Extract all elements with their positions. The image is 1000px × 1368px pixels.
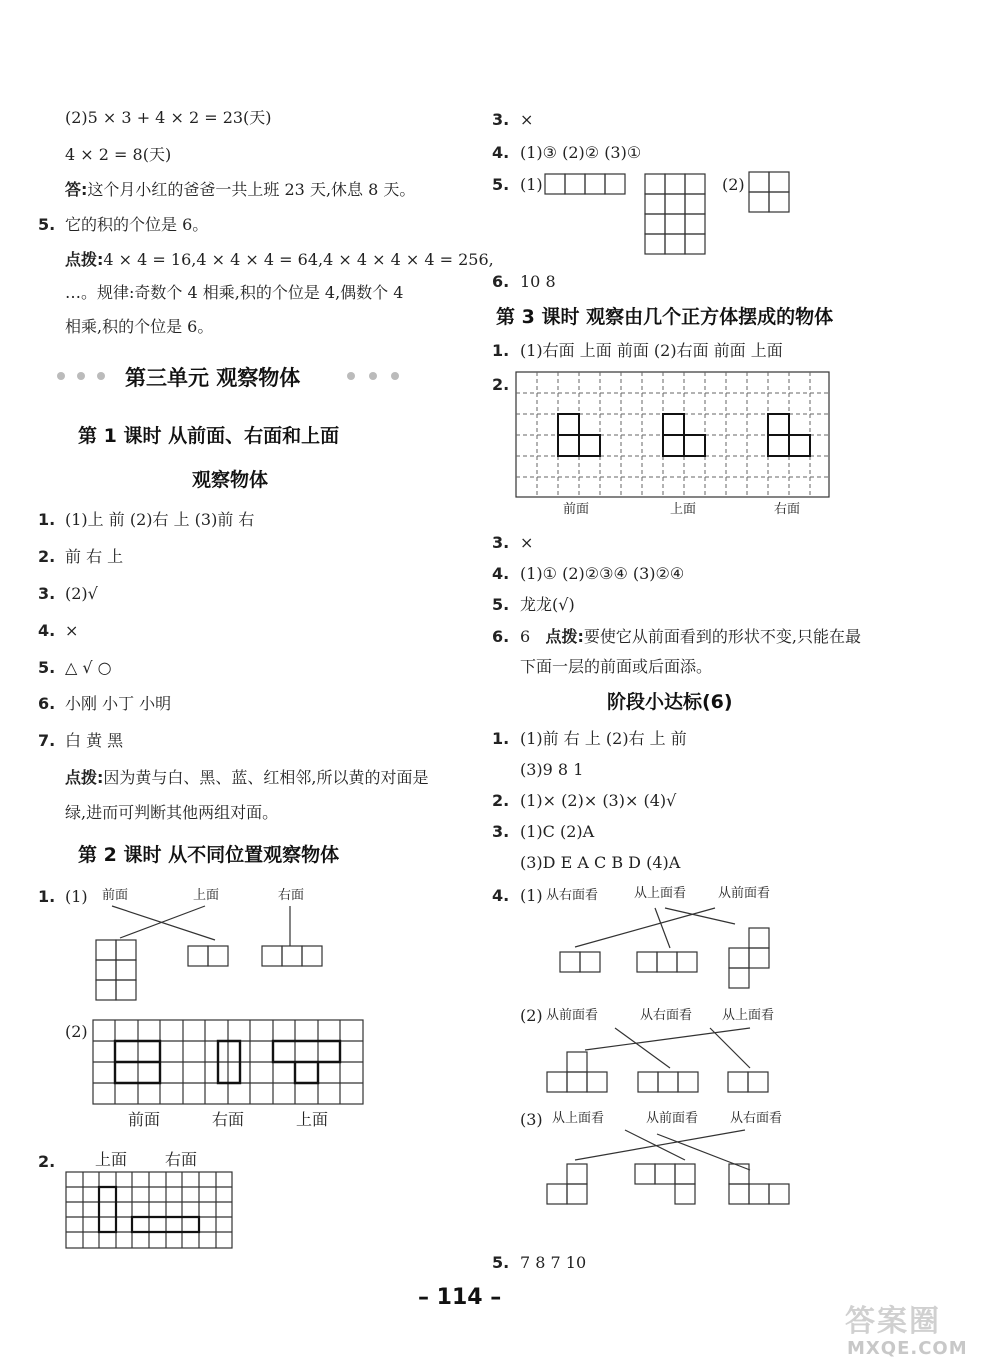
d1-number: 1. <box>492 729 510 748</box>
d2-answer: (1)× (2)× (3)× (4)√ <box>520 791 677 810</box>
b1-label-top: 上面 <box>193 888 220 903</box>
d2-number: 2. <box>492 791 510 810</box>
watermark-logo-text: 答案圈 <box>845 1304 941 1339</box>
a6-number: 6. <box>38 694 56 713</box>
c5-answer: 龙龙(√) <box>520 595 575 614</box>
b2-label-top: 上面 <box>95 1150 128 1169</box>
b1-grid-label-right: 右面 <box>212 1110 245 1129</box>
c3-answer: × <box>520 533 534 552</box>
calc-line-1: (2)5 × 3 + 4 × 2 = 23(天) <box>65 108 272 127</box>
b1-matching-figures <box>90 900 330 1004</box>
r6-number: 6. <box>492 272 510 291</box>
r5-row-of-squares <box>545 172 635 198</box>
r5-grid-2x2 <box>749 170 795 216</box>
r6-answer: 10 8 <box>520 272 556 291</box>
d4-1-part: (1) <box>520 886 543 905</box>
c2-dotted-grid <box>516 372 832 500</box>
tip-text-1: 4 × 4 = 16,4 × 4 × 4 = 64,4 × 4 × 4 × 4 = 256, <box>103 250 494 269</box>
lesson-2-title: 第 2 课时 从不同位置观察物体 <box>78 844 340 866</box>
d4-number: 4. <box>492 886 510 905</box>
a5-number: 5. <box>38 658 56 677</box>
tip-line-3: 相乘,积的个位是 6。 <box>65 317 214 336</box>
a7-tip-text-1: 因为黄与白、黑、蓝、红相邻,所以黄的对面是 <box>103 768 429 787</box>
b1-part-2: (2) <box>65 1022 88 1041</box>
c6-line-1 <box>520 627 861 647</box>
lesson-1-subtitle: 观察物体 <box>192 469 269 491</box>
d4-1-label-a: 从右面看 <box>546 888 599 903</box>
b2-number: 2. <box>38 1152 56 1171</box>
a3-number: 3. <box>38 584 56 603</box>
r3-number: 3. <box>492 110 510 129</box>
d4-3-figures <box>545 1126 795 1210</box>
watermark-logo-url: MXQE.COM <box>847 1338 968 1359</box>
d4-3-label-b: 从前面看 <box>646 1111 699 1126</box>
d1-answer-a: (1)前 右 上 (2)右 上 前 <box>520 729 687 748</box>
d4-3-label-a: 从上面看 <box>552 1111 605 1126</box>
a7-tip-line-2: 绿,进而可判断其他两组对面。 <box>65 803 279 822</box>
a2-answer: 前 右 上 <box>65 547 124 566</box>
c2-label-front: 前面 <box>563 502 590 517</box>
q5-number: 5. <box>38 215 56 234</box>
a1-answer: (1)上 前 (2)右 上 (3)前 右 <box>65 510 255 529</box>
c6-tip-label: 点拨: <box>545 627 584 646</box>
r3-answer: × <box>520 110 534 129</box>
d4-2-label-b: 从右面看 <box>640 1008 693 1023</box>
answer-line <box>65 180 415 200</box>
a7-answer: 白 黄 黑 <box>65 731 124 750</box>
a7-tip-line-1 <box>65 768 429 788</box>
b1-grid-label-front: 前面 <box>128 1110 161 1129</box>
d4-1-label-c: 从前面看 <box>718 886 771 901</box>
tip-line-1 <box>65 250 494 270</box>
d4-2-figures <box>545 1024 775 1096</box>
lesson-1-title: 第 1 课时 从前面、右面和上面 <box>78 425 340 447</box>
d3-answer-a: (1)C (2)A <box>520 822 595 841</box>
q5-answer: 它的积的个位是 6。 <box>65 215 209 234</box>
r4-answer: (1)③ (2)② (3)① <box>520 143 642 162</box>
r5-part-2: (2) <box>722 175 745 194</box>
b1-part-1: (1) <box>65 887 88 906</box>
c6-tip-line-2: 下面一层的前面或后面添。 <box>520 657 713 676</box>
a5-answer: △ √ ○ <box>65 658 112 677</box>
d3-number: 3. <box>492 822 510 841</box>
a6-answer: 小刚 小丁 小明 <box>65 694 172 713</box>
d3-answer-b: (3)D E A C B D (4)A <box>520 853 681 872</box>
c5-number: 5. <box>492 595 510 614</box>
d4-1-label-b: 从上面看 <box>634 886 687 901</box>
c6-value: 6 <box>520 627 531 646</box>
c4-answer: (1)① (2)②③④ (3)②④ <box>520 564 685 583</box>
tip-label: 点拨: <box>65 250 104 269</box>
b1-grid-answer <box>93 1020 365 1108</box>
b1-label-right: 右面 <box>278 888 305 903</box>
c6-tip-text-1: 要使它从前面看到的形状不变,只能在最 <box>583 627 861 646</box>
d5-answer: 7 8 7 10 <box>520 1253 587 1272</box>
b2-label-right: 右面 <box>165 1150 198 1169</box>
r5-grid-3x4 <box>645 172 711 258</box>
b1-grid-label-top: 上面 <box>296 1110 329 1129</box>
r5-part-1: (1) <box>520 175 543 194</box>
a3-answer: (2)√ <box>65 584 98 603</box>
d4-2-label-a: 从前面看 <box>546 1008 599 1023</box>
calc-line-2: 4 × 2 = 8(天) <box>65 145 172 164</box>
r4-number: 4. <box>492 143 510 162</box>
c2-label-top: 上面 <box>670 502 697 517</box>
a4-number: 4. <box>38 621 56 640</box>
d4-2-part: (2) <box>520 1006 543 1025</box>
r5-number: 5. <box>492 175 510 194</box>
d4-1-figures <box>555 904 775 990</box>
c2-label-right: 右面 <box>774 502 801 517</box>
c6-number: 6. <box>492 627 510 646</box>
c2-number: 2. <box>492 375 510 394</box>
a4-answer: × <box>65 621 79 640</box>
unit-title: 第三单元 观察物体 <box>125 366 301 390</box>
a1-number: 1. <box>38 510 56 529</box>
tip-line-2: …。规律:奇数个 4 相乘,积的个位是 4,偶数个 4 <box>65 283 404 302</box>
answer-label: 答: <box>65 180 88 199</box>
b1-number: 1. <box>38 887 56 906</box>
c3-number: 3. <box>492 533 510 552</box>
a7-number: 7. <box>38 731 56 750</box>
b2-grid-answer <box>66 1172 234 1252</box>
page-number: – 114 – <box>418 1285 502 1310</box>
c1-number: 1. <box>492 341 510 360</box>
d1-answer-b: (3)9 8 1 <box>520 760 584 779</box>
c4-number: 4. <box>492 564 510 583</box>
d4-3-part: (3) <box>520 1110 543 1129</box>
d4-2-label-c: 从上面看 <box>722 1008 775 1023</box>
a7-tip-label: 点拨: <box>65 768 104 787</box>
d5-number: 5. <box>492 1253 510 1272</box>
a2-number: 2. <box>38 547 56 566</box>
answer-text: 这个月小红的爸爸一共上班 23 天,休息 8 天。 <box>87 180 416 199</box>
d4-3-label-c: 从右面看 <box>730 1111 783 1126</box>
c1-answer: (1)右面 上面 前面 (2)右面 前面 上面 <box>520 341 783 360</box>
b1-label-front: 前面 <box>102 888 129 903</box>
watermark-logo <box>845 1296 995 1362</box>
lesson-3-title: 第 3 课时 观察由几个正方体摆成的物体 <box>496 306 834 328</box>
stage-title: 阶段小达标(6) <box>607 691 733 713</box>
